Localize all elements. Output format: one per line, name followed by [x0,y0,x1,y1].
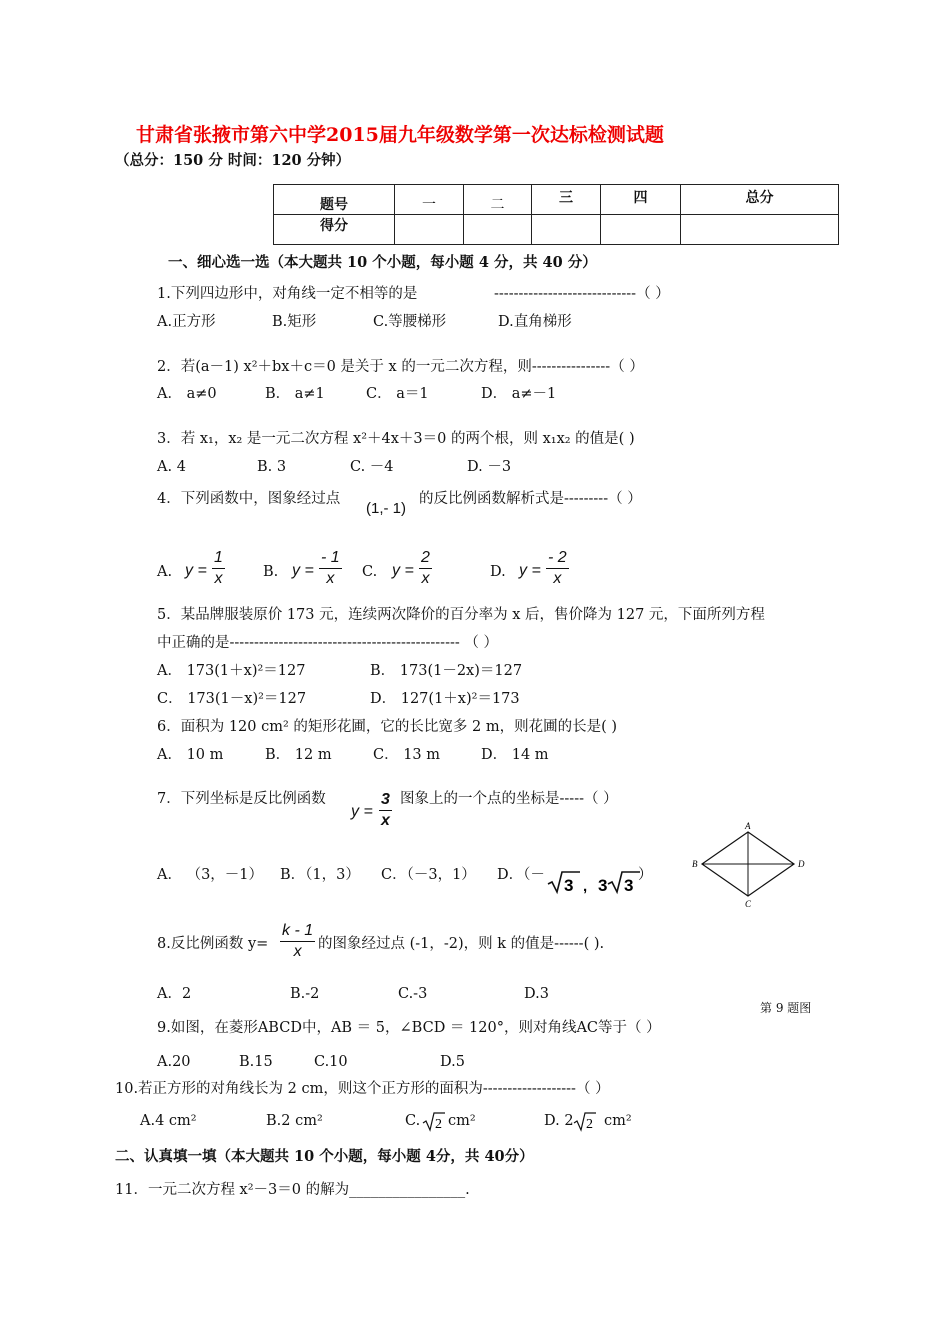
sqrt-radicand: 2 [586,1117,593,1132]
page-title: 甘肃省张掖市第六中学2015届九年级数学第一次达标检测试题 [136,124,664,146]
option-a: A． 10 m [157,747,224,763]
numerator: k - 1 [280,921,315,942]
score-cell[interactable] [681,215,839,245]
option-c: C． a＝1 [366,386,429,402]
option-c: C. [362,564,378,580]
question-3-stem: 3．若 x₁，x₂ 是一元二次方程 x²＋4x＋3＝0 的两个根，则 x₁x₂ 的值是( ) [157,431,635,447]
score-table [273,184,839,245]
denominator: x [326,570,335,587]
question-11-stem: 11．一元二次方程 x²－3＝0 的解为________________. [115,1182,470,1198]
question-1-stem: 1.下列四边形中，对角线一定不相等的是 [157,286,418,302]
denominator: x [421,570,430,587]
vertex-label: B [692,859,698,869]
y-equals: y = [292,562,314,579]
denominator: x [214,570,223,587]
option-b: B． 12 m [265,747,332,763]
score-header-cell: 三 [559,189,573,206]
option-b: B.15 [239,1054,273,1070]
section-heading: 二、认真填一填（本大题共 10 个小题，每小题 4分，共 40分） [115,1148,534,1165]
option-b: B.-2 [290,986,320,1002]
fraction [419,548,432,589]
option-a: A．2 [157,986,192,1002]
score-table-header-row [274,185,839,215]
option-d: D．（－ [497,867,545,883]
option-a: A.20 [157,1054,191,1070]
unit: cm² [604,1113,632,1129]
option-d: D． a≠－1 [481,386,557,402]
sqrt-radicand: 2 [435,1117,442,1132]
y-equals: y = [392,562,414,579]
denominator: x [381,812,390,829]
score-cell[interactable] [601,215,681,245]
question-1-dashes: -----------------------------（ ） [494,286,670,302]
sqrt-radicand: 3 [624,876,634,895]
score-table-score-row [274,215,839,245]
option-a: A.正方形 [157,314,216,330]
score-cell[interactable] [464,215,532,245]
option-c: C.10 [314,1054,348,1070]
option-d: D. －3 [467,459,512,475]
sqrt-radicand: 3 [564,876,574,895]
option-c: C.-3 [398,986,428,1002]
numerator: 2 [419,548,432,569]
denominator: x [293,943,302,960]
option-c: C. [405,1113,421,1129]
option-b: B． 173(1－2x)＝127 [370,663,523,679]
sqrt-symbol [573,1110,597,1132]
option-b: B. 3 [257,459,287,475]
question-7-stem-tail: 图象上的一个点的坐标是-----（ ） [400,791,618,807]
point-expression: (1,- 1) [366,500,407,517]
y-equals: y = [351,803,373,820]
fraction [319,548,342,589]
vertex-label: D [798,859,805,869]
sqrt-expression [546,868,646,896]
question-4-stem: 4．下列函数中，图象经过点 [157,491,341,507]
option-a: A. 4 [157,459,186,475]
section-heading: 一、细心选一选（本大题共 10 个小题，每小题 4 分，共 40 分） [168,254,597,271]
score-header-cell: 题号 [320,196,348,213]
question-7-stem: 7．下列坐标是反比例函数 [157,791,326,807]
rhombus-figure [690,820,810,910]
sqrt-coefficient: 3 [598,876,608,895]
option-b: B.2 cm² [266,1113,323,1129]
question-5-line1: 5．某品牌服装原价 173 元，连续两次降价的百分率为 x 后，售价降为 127 元，下面所列方程 [157,607,765,623]
svg-text:,: , [583,878,588,895]
question-2-stem: 2．若(a－1) x²＋bx＋c＝0 是关于 x 的一元二次方程，则----------------（ ） [157,359,644,375]
unit: cm² [448,1113,476,1129]
option-b: B.矩形 [272,314,317,330]
option-b: B．（1，3） [280,867,360,883]
option-a: A． 173(1＋x)²＝127 [157,663,306,679]
option-a: A. [157,564,173,580]
numerator: - 2 [546,548,569,569]
option-d: D． 127(1＋x)²＝173 [370,691,520,707]
numerator: 1 [212,548,225,569]
score-cell[interactable] [532,215,601,245]
fraction [280,921,315,962]
question-8-stem: 8.反比例函数 y= [157,936,269,952]
question-9-stem: 9.如图，在菱形ABCD中，AB ＝ 5，∠BCD ＝ 120°，则对角线AC等于（ ） [157,1020,661,1036]
score-cell[interactable] [395,215,464,245]
option-d: D. [490,564,506,580]
question-10-stem: 10.若正方形的对角线长为 2 cm，则这个正方形的面积为-------------------（ ） [115,1081,610,1097]
y-equals: y = [185,562,207,579]
score-row-label: 得分 [320,217,348,234]
option-c: C． 13 m [373,747,441,763]
option-d: D.3 [524,986,549,1002]
fraction [546,548,569,589]
question-6-stem: 6．面积为 120 cm² 的矩形花圃，它的长比宽多 2 m，则花圃的长是( ) [157,719,618,735]
option-d: D． 14 m [481,747,549,763]
option-a: A． （3，－1） [157,867,264,883]
option-c: C．（－3，1） [381,867,476,883]
option-b: B. [263,564,279,580]
option-d: D.5 [440,1054,465,1070]
option-c: C.等腰梯形 [373,314,447,330]
option-c: C． 173(1－x)²＝127 [157,691,307,707]
score-header-cell: 二 [490,196,505,213]
subtitle: （总分：150 分 时间：120 分钟） [115,152,351,169]
vertex-label: A [745,821,751,831]
sqrt-symbol [422,1110,446,1132]
score-header-cell: 总分 [745,189,774,206]
score-header-cell: 一 [422,196,436,213]
numerator: 3 [379,790,392,811]
denominator: x [553,570,562,587]
fraction [212,548,225,589]
question-4-stem-tail: 的反比例函数解析式是---------（ ） [419,491,642,507]
fraction [379,790,392,831]
option-c: C. －4 [350,459,394,475]
option-d-tail: ） [638,867,653,883]
option-d: D. 2 [544,1113,574,1129]
option-a: A.4 cm² [140,1113,197,1129]
option-b: B． a≠1 [265,386,325,402]
figure-caption: 第 9 题图 [760,1001,812,1015]
score-header-cell: 四 [633,189,648,206]
vertex-label: C [745,899,752,909]
option-d: D.直角梯形 [498,314,572,330]
question-8-stem-tail: 的图象经过点 (-1，-2)，则 k 的值是------( ). [318,936,605,952]
question-5-line2: 中正确的是----------------------------------------------- （ ） [157,635,498,651]
numerator: - 1 [319,548,342,569]
option-a: A． a≠0 [157,386,217,402]
y-equals: y = [519,562,541,579]
